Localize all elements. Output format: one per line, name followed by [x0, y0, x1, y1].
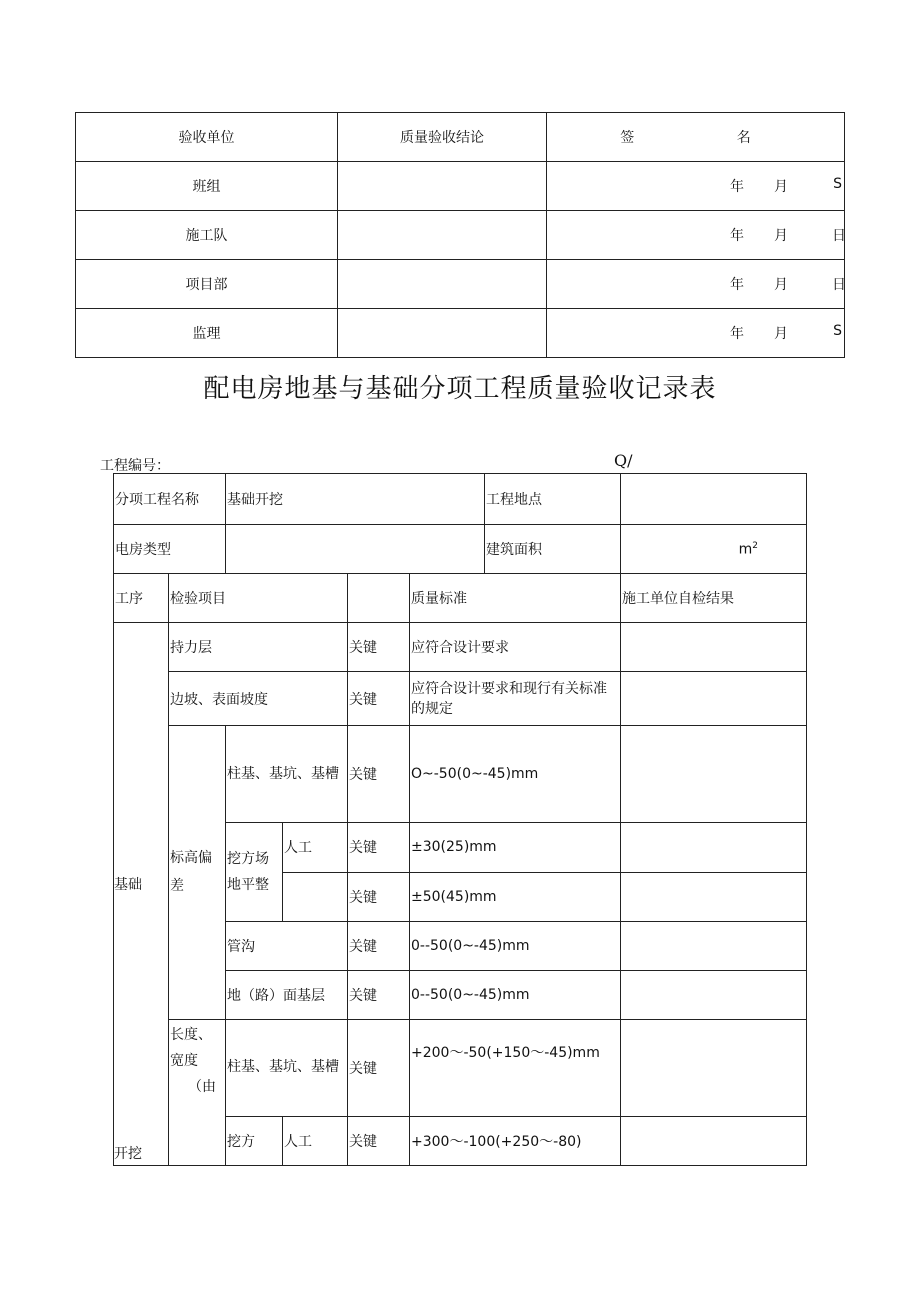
key-label: 关键: [348, 726, 410, 823]
year-label: 年: [730, 179, 744, 195]
item-lw-column-pit: 柱基、基坑、基槽: [226, 1019, 348, 1116]
unit-cell: 班组: [76, 162, 338, 211]
process-cell: [114, 623, 169, 1166]
date-cell[interactable]: [547, 162, 845, 211]
date-cell[interactable]: [547, 309, 845, 358]
inspection-table: [113, 473, 807, 1166]
conclusion-cell[interactable]: [338, 309, 547, 358]
process-top-label: 基础: [114, 876, 142, 893]
table-row: [114, 623, 807, 672]
standard-road-base: 0--50(0~-45)mm: [410, 970, 621, 1019]
item-trench: 管沟: [226, 921, 348, 970]
key-label: 关键: [348, 623, 410, 672]
col-standard-header: 质量标准: [410, 574, 621, 623]
key-label: 关键: [348, 823, 410, 872]
signature-row: [76, 309, 845, 358]
col-process-header: 工序: [114, 574, 169, 623]
key-label: 关键: [348, 672, 410, 726]
standard-bearing: 应符合设计要求: [410, 623, 621, 672]
item-machine: [283, 872, 348, 921]
month-label: 月: [774, 326, 788, 342]
standard-column-pit: O~-50(0~-45)mm: [410, 726, 621, 823]
table-row: [114, 1019, 807, 1116]
conclusion-cell[interactable]: [338, 211, 547, 260]
key-label: 关键: [348, 872, 410, 921]
result-cell[interactable]: [621, 921, 807, 970]
unit-cell: 项目部: [76, 260, 338, 309]
result-cell[interactable]: [621, 672, 807, 726]
process-bottom-label: 开挖: [114, 1146, 142, 1162]
key-label: 关键: [348, 921, 410, 970]
year-label: 年: [730, 228, 744, 244]
item-excavation-level: 挖方场地平整: [226, 823, 283, 921]
location-value[interactable]: [621, 474, 807, 525]
sub-project-name-label: 分项工程名称: [114, 474, 226, 525]
item-manual: 人工: [283, 823, 348, 872]
result-cell[interactable]: [621, 872, 807, 921]
month-label: 月: [774, 277, 788, 293]
item-lw-excavation: 挖方: [226, 1117, 283, 1166]
date-cell[interactable]: [547, 211, 845, 260]
area-value[interactable]: [621, 525, 807, 574]
result-cell[interactable]: [621, 823, 807, 872]
conclusion-cell[interactable]: [338, 260, 547, 309]
q-code-label: Q/: [614, 451, 633, 470]
page-title: 配电房地基与基础分项工程质量验收记录表: [203, 374, 717, 404]
item-lw-manual: 人工: [283, 1117, 348, 1166]
result-cell[interactable]: [621, 970, 807, 1019]
table-row: [114, 726, 807, 823]
key-label: 关键: [348, 1117, 410, 1166]
result-cell[interactable]: [621, 726, 807, 823]
standard-manual: ±30(25)mm: [410, 823, 621, 872]
location-label: 工程地点: [485, 474, 621, 525]
standard-lw-manual: +300～-100(+250～-80): [410, 1117, 621, 1166]
info-row: [114, 525, 807, 574]
sub-project-name-value[interactable]: 基础开挖: [226, 474, 485, 525]
signature-table: [75, 112, 845, 358]
signature-row: [76, 211, 845, 260]
item-length-width: [169, 1019, 226, 1165]
col-key-header: [348, 574, 410, 623]
day-label: S: [833, 323, 842, 339]
column-header-row: [114, 574, 807, 623]
item-bearing-layer: 持力层: [169, 623, 348, 672]
area-unit-sup: 2: [752, 540, 758, 551]
length-width-line-1: 长度、: [170, 1026, 212, 1043]
col-item-header: 检验项目: [169, 574, 348, 623]
month-label: 月: [774, 179, 788, 195]
month-label: 月: [774, 228, 788, 244]
unit-cell: 监理: [76, 309, 338, 358]
room-type-label: 电房类型: [114, 525, 226, 574]
date-cell[interactable]: [547, 260, 845, 309]
room-type-value[interactable]: [226, 525, 485, 574]
day-label: 日: [832, 228, 846, 244]
table-row: [114, 672, 807, 726]
header-sign-left: 签: [620, 130, 635, 146]
year-label: 年: [730, 277, 744, 293]
result-cell[interactable]: [621, 1019, 807, 1116]
length-width-line-3: （由: [188, 1078, 216, 1095]
signature-header-row: [76, 113, 845, 162]
signature-row: [76, 162, 845, 211]
header-acceptance-unit: 验收单位: [76, 113, 338, 162]
standard-slope: 应符合设计要求和现行有关标准的规定: [410, 672, 621, 726]
info-row: [114, 474, 807, 525]
header-sign-right: 名: [736, 130, 751, 146]
header-quality-conclusion: 质量验收结论: [338, 113, 547, 162]
key-label: 关键: [348, 970, 410, 1019]
item-column-pit: 柱基、基坑、基槽: [226, 726, 348, 823]
day-label: 日: [832, 277, 846, 293]
standard-lw-column-pit: +200～-50(+150～-45)mm: [410, 1019, 621, 1116]
item-slope: 边坡、表面坡度: [169, 672, 348, 726]
item-road-base: 地（路）面基层: [226, 970, 348, 1019]
length-width-line-2: 宽度: [170, 1052, 198, 1069]
area-unit: m: [738, 541, 753, 558]
year-label: 年: [730, 326, 744, 342]
signature-row: [76, 260, 845, 309]
area-label: 建筑面积: [485, 525, 621, 574]
result-cell[interactable]: [621, 623, 807, 672]
day-label: S: [833, 176, 842, 192]
standard-trench: 0--50(0~-45)mm: [410, 921, 621, 970]
standard-machine: ±50(45)mm: [410, 872, 621, 921]
unit-cell: 施工队: [76, 211, 338, 260]
conclusion-cell[interactable]: [338, 162, 547, 211]
col-result-header: 施工单位自检结果: [621, 574, 807, 623]
result-cell[interactable]: [621, 1117, 807, 1166]
key-label: 关键: [348, 1019, 410, 1116]
project-number-label: 工程编号：: [100, 458, 170, 474]
item-elevation-deviation: 标高偏差: [169, 726, 226, 1020]
header-signature: [547, 113, 845, 162]
